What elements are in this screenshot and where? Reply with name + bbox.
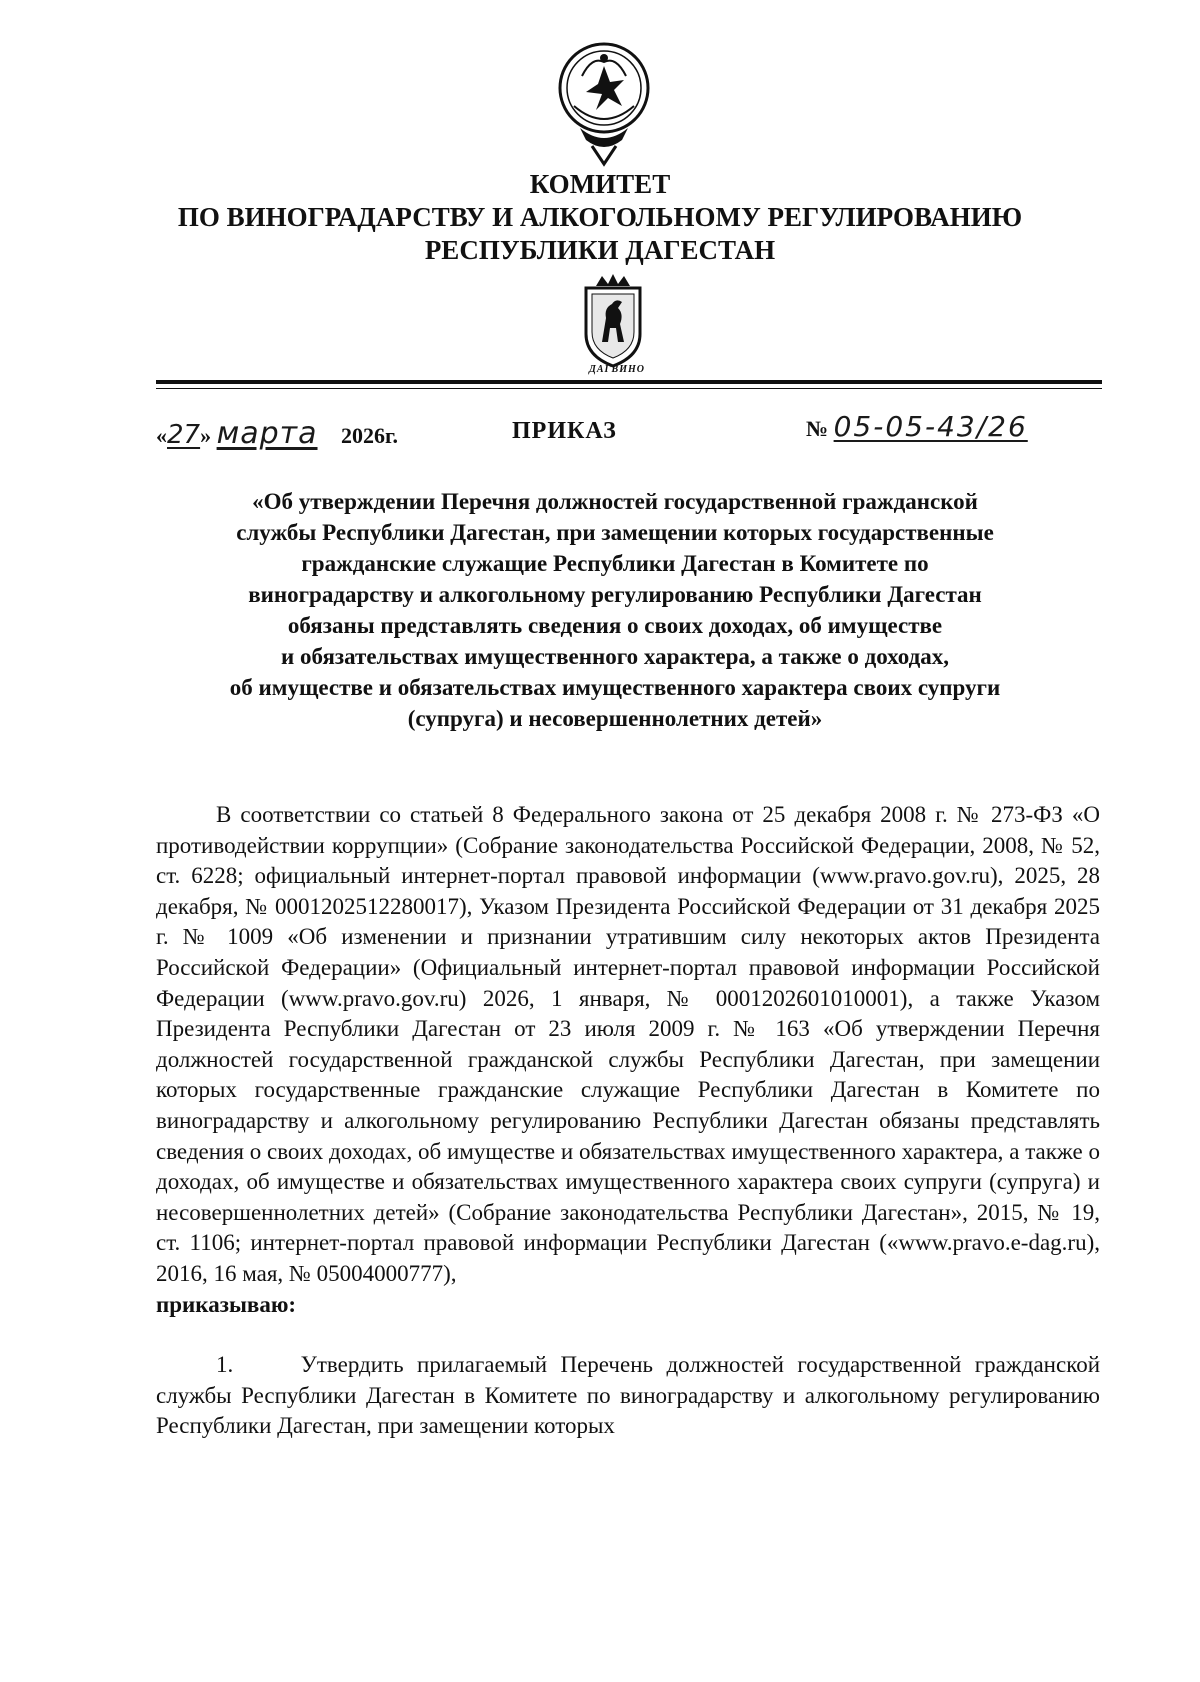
- date-month-handwritten: марта: [216, 416, 318, 451]
- organization-header: [100, 168, 1100, 267]
- coat-of-arms-emblem: [552, 36, 656, 168]
- order-title: [150, 486, 1080, 734]
- order-number: [806, 410, 1028, 443]
- header-rule-thick: [156, 380, 1102, 384]
- document-type: ПРИКАЗ: [512, 418, 617, 444]
- date-quote-open: «: [156, 423, 167, 448]
- order-body: [156, 800, 1100, 1442]
- title-line: (супруга) и несовершеннолетних детей»: [407, 706, 823, 731]
- title-line: об имуществе и обязательствах имущественного характера своих супруги: [229, 675, 1001, 700]
- item-1: [156, 1350, 1100, 1442]
- title-line: «Об утверждении Перечня должностей государственной гражданской: [252, 489, 978, 514]
- title-line: службы Республики Дагестан, при замещении которых государственные: [236, 520, 994, 545]
- title-line: виноградарству и алкогольному регулированию Республики Дагестан: [248, 582, 982, 607]
- header-rule-thin: [156, 388, 1102, 389]
- item-1-number: 1.: [216, 1352, 234, 1378]
- title-line: обязаны представлять сведения о своих доходах, об имуществе: [287, 613, 943, 638]
- order-date: [156, 416, 398, 451]
- title-line: и обязательствах имущественного характера, а также о доходах,: [281, 644, 949, 669]
- order-info-line: [156, 410, 1102, 454]
- header-line-2: ПО ВИНОГРАДАРСТВУ И АЛКОГОЛЬНОМУ РЕГУЛИРОВАНИЮ: [177, 202, 1023, 232]
- logo-caption: ДАГВИНО: [589, 364, 645, 375]
- title-line: гражданские служащие Республики Дагестан в Комитете по: [301, 551, 929, 576]
- number-value-handwritten: 05-05-43/26: [833, 410, 1028, 443]
- header-line-3: РЕСПУБЛИКИ ДАГЕСТАН: [424, 235, 776, 265]
- number-label: №: [806, 416, 829, 441]
- order-directive: приказываю:: [156, 1291, 297, 1317]
- date-year: 2026г.: [341, 423, 399, 448]
- item-1-text: Утвердить прилагаемый Перечень должностей государственной гражданской службы Республики Дагестан в Комитете по виноградарству и алкогольному регулированию Республики Дагестан, при замещении которых: [156, 1352, 1101, 1439]
- preamble-paragraph: В соответствии со статьей 8 Федерального закона от 25 декабря 2008 г. № 273-ФЗ «О противодействии коррупции» (Собрание законодательства Российской Федерации, 2008, № 52, ст. 6228; официальный интернет-портал правовой информации (www.pravo.gov.ru), 2025, 28 декабря, № 0001202512280017), Указом Президента Российской Федерации от 31 декабря 2025 г. № 1009 «Об изменении и признании утратившим силу некоторых актов Президента Российской Федерации» (Официальный интернет-портал правовой информации Российской Федерации (www.pravo.gov.ru) 2026, 1 января, № 0001202601010001), а также Указом Президента Республики Дагестан от 23 июля 2009 г. № 163 «Об утверждении Перечня должностей государственной гражданской службы Республики Дагестан, при замещении которых государственные гражданские служащие Республики Дагестан в Комитете по виноградарству и алкогольному регулированию Республики Дагестан обязаны представлять сведения о своих доходах, об имуществе и обязательствах имущественного характера, а также о доходах, об имуществе и обязательствах имущественного характера своих супруги (супруга) и несовершеннолетних детей» (Собрание законодательства Республики Дагестан», 2015, № 19, ст. 1106; интернет-портал правовой информации Республики Дагестан («www.pravo.e-dag.ru), 2016, 16 мая, № 05004000777),: [156, 802, 1100, 1286]
- date-quote-close: »: [200, 423, 212, 448]
- header-line-1: КОМИТЕТ: [529, 169, 671, 199]
- date-day-handwritten: 27: [167, 420, 201, 450]
- dagvino-logo-icon: [578, 272, 648, 376]
